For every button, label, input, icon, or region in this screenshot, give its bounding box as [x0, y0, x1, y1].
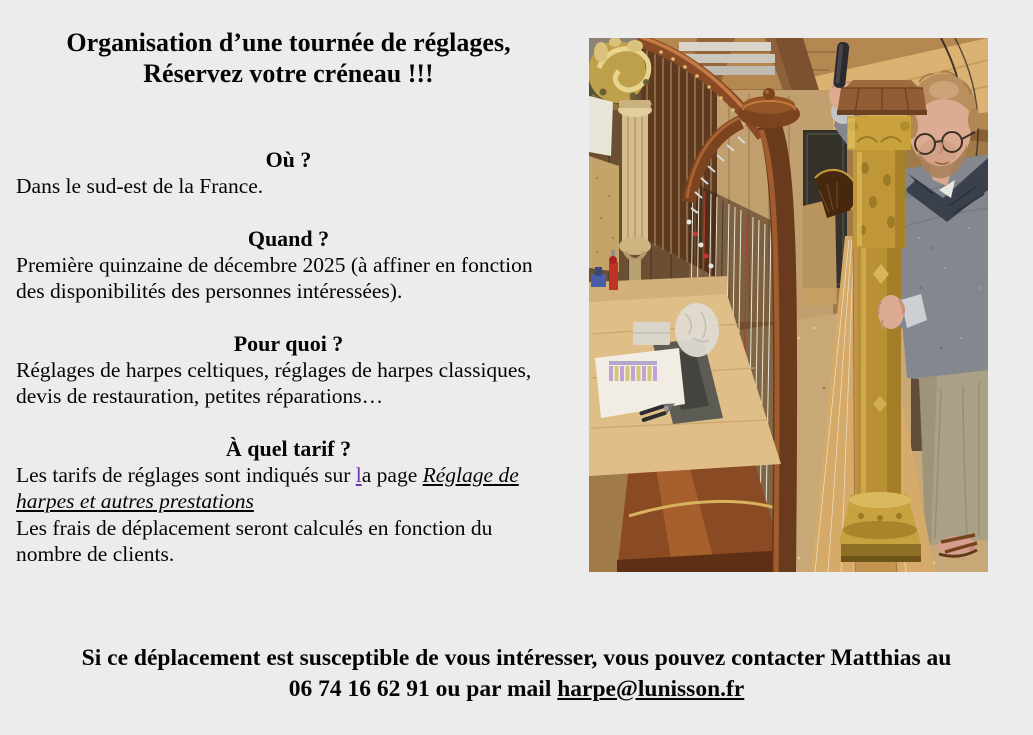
column-capital [847, 116, 911, 150]
section-body-pourquoi-line2: devis de restauration, petites réparations… [16, 384, 384, 408]
email-link[interactable]: harpe@lunisson.fr [557, 675, 745, 702]
section-heading-ou: Où ? [265, 147, 312, 172]
section-ou [16, 146, 561, 200]
section-quand [16, 225, 561, 305]
page-title [16, 27, 561, 89]
section-body-tarif-line4: nombre de clients. [16, 542, 175, 566]
section-body-tarif-line1 [16, 462, 561, 489]
footer-mail-connector: ou par mail [429, 675, 558, 702]
section-body-tarif-line2 [16, 488, 561, 515]
tarif-text-before: Les tarifs de réglages sont indiqués sur [16, 462, 356, 487]
string-chart [609, 361, 657, 381]
section-tarif [16, 435, 561, 568]
section-heading-pourquoi: Pour quoi ? [233, 330, 344, 356]
section-body-ou: Dans le sud-est de la France. [16, 174, 264, 198]
workshop-photo [589, 38, 988, 572]
link-letter-l[interactable]: l [355, 462, 362, 487]
section-heading-tarif: À quel tarif ? [225, 435, 352, 461]
section-body-tarif-line3: Les frais de déplacement seront calculés en fonction du [16, 515, 493, 540]
section-body-quand-line1: Première quinzaine de décembre 2025 (à affiner en fonction [16, 252, 533, 277]
footer-line1: Si ce déplacement est susceptible de vous intéresser, vous pouvez contacter Matthias au [81, 645, 952, 671]
footer-line2 [0, 674, 1033, 705]
text-column [16, 27, 561, 568]
section-pourquoi [16, 330, 561, 410]
plastic-bag [675, 303, 719, 357]
harp-workshop-illustration [589, 38, 988, 572]
red-clamp [609, 262, 618, 290]
section-body-pourquoi-line1: Réglages de harpes celtiques, réglages de harpes classiques, [16, 357, 532, 382]
page-title-line1: Organisation d’une tournée de réglages, [66, 28, 511, 57]
link-reglage-page-part2[interactable]: harpes et autres prestations [16, 489, 254, 513]
section-heading-quand: Quand ? [247, 225, 330, 251]
tarif-text-mid: a page [361, 462, 423, 487]
section-body-quand-line2: des disponibilités des personnes intéressées). [16, 279, 403, 303]
footer-contact [0, 643, 1033, 704]
page-title-line2: Réservez votre créneau !!! [143, 59, 434, 88]
phone-number: 06 74 16 62 91 [288, 675, 430, 702]
link-reglage-page-part1[interactable]: Réglage de [422, 462, 519, 487]
